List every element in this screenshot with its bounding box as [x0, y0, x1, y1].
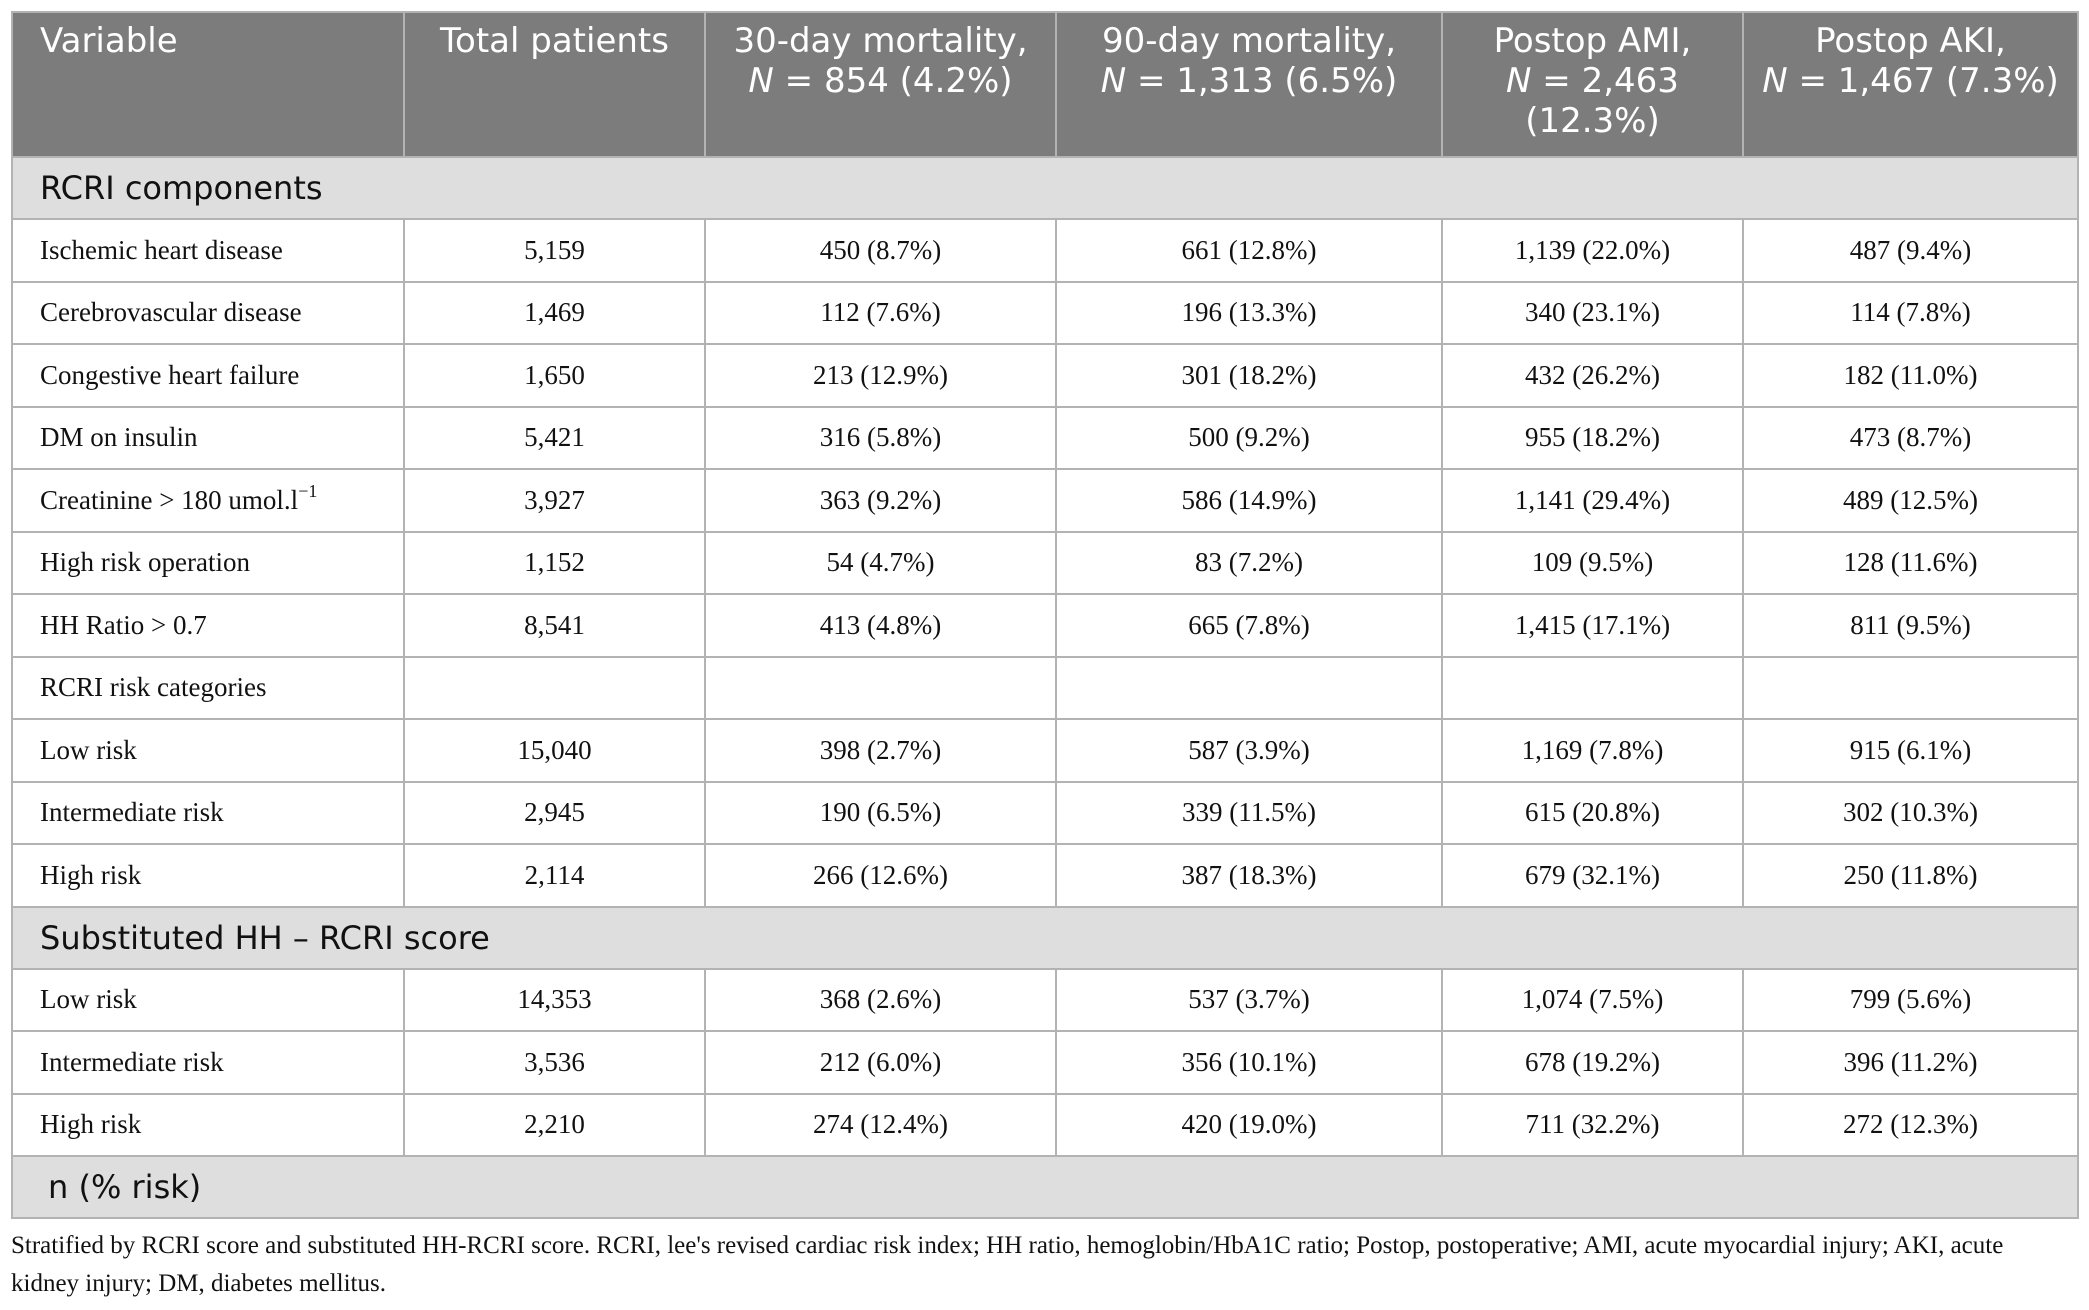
header-total-patients: Total patients — [404, 12, 705, 157]
table-cell — [1743, 657, 2078, 720]
unit-superscript: −1 — [298, 480, 318, 501]
table-row — [12, 282, 2078, 345]
header-postop-ami: Postop AMI, N = 2,463 (12.3%) — [1442, 12, 1743, 157]
table-cell: 274 (12.4%) — [705, 1094, 1056, 1157]
table-cell: 54 (4.7%) — [705, 532, 1056, 595]
table-cell: 489 (12.5%) — [1743, 469, 2078, 532]
table-cell — [705, 657, 1056, 720]
row-label: HH Ratio > 0.7 — [12, 594, 404, 657]
table-cell: 339 (11.5%) — [1056, 782, 1442, 845]
table-cell: 955 (18.2%) — [1442, 407, 1743, 470]
table-cell: 665 (7.8%) — [1056, 594, 1442, 657]
table-cell: 398 (2.7%) — [705, 719, 1056, 782]
table-row — [12, 719, 2078, 782]
section-header-rcri-components: RCRI components — [12, 157, 2078, 219]
table-row — [12, 1094, 2078, 1157]
table-cell: 1,141 (29.4%) — [1442, 469, 1743, 532]
table-cell: 356 (10.1%) — [1056, 1031, 1442, 1094]
table-row — [12, 469, 2078, 532]
table-cell: 2,210 — [404, 1094, 705, 1157]
table-cell: 14,353 — [404, 969, 705, 1032]
table-cell: 363 (9.2%) — [705, 469, 1056, 532]
row-label: High risk operation — [12, 532, 404, 595]
header-90-day-mortality: 90-day mortality, N = 1,313 (6.5%) — [1056, 12, 1442, 157]
table-cell: 432 (26.2%) — [1442, 344, 1743, 407]
table-cell: 915 (6.1%) — [1743, 719, 2078, 782]
table-caption: Stratified by RCRI score and substituted HH-RCRI score. RCRI, lee's revised cardiac risk index; HH ratio, hemoglobin/HbA1C ratio; Postop, postoperative; AMI, acute myocardial injury; AKI, acute kidney injury; DM, diabetes mellitus. — [11, 1232, 2004, 1297]
table-cell: 811 (9.5%) — [1743, 594, 2078, 657]
table-cell: 5,159 — [404, 219, 705, 282]
table-cell: 799 (5.6%) — [1743, 969, 2078, 1032]
results-table — [11, 11, 2079, 1219]
table-cell: 1,650 — [404, 344, 705, 407]
row-label: High risk — [12, 844, 404, 907]
header-30-day-mortality: 30-day mortality, N = 854 (4.2%) — [705, 12, 1056, 157]
table-cell — [1056, 657, 1442, 720]
section-header-substituted-hh-rcri: Substituted HH – RCRI score — [12, 907, 2078, 969]
table-cell: 450 (8.7%) — [705, 219, 1056, 282]
table-row — [12, 407, 2078, 470]
table-row — [12, 532, 2078, 595]
table-row — [12, 844, 2078, 907]
table-cell: 266 (12.6%) — [705, 844, 1056, 907]
table-footer-note: n (% risk) — [12, 1156, 2078, 1218]
table-cell: 15,040 — [404, 719, 705, 782]
table-cell: 500 (9.2%) — [1056, 407, 1442, 470]
table-cell: 368 (2.6%) — [705, 969, 1056, 1032]
table-cell: 1,469 — [404, 282, 705, 345]
row-label: Intermediate risk — [12, 782, 404, 845]
table-cell: 396 (11.2%) — [1743, 1031, 2078, 1094]
table-cell: 1,074 (7.5%) — [1442, 969, 1743, 1032]
header-row — [12, 12, 2078, 157]
table-row — [12, 657, 2078, 720]
table-cell — [404, 657, 705, 720]
table-cell: 2,114 — [404, 844, 705, 907]
table-row — [12, 969, 2078, 1032]
row-label: Low risk — [12, 969, 404, 1032]
table-row — [12, 782, 2078, 845]
table-row — [12, 594, 2078, 657]
table-container — [11, 11, 2077, 1219]
table-cell: 586 (14.9%) — [1056, 469, 1442, 532]
table-cell: 316 (5.8%) — [705, 407, 1056, 470]
table-cell: 537 (3.7%) — [1056, 969, 1442, 1032]
header-postop-aki: Postop AKI, N = 1,467 (7.3%) — [1743, 12, 2078, 157]
row-label: Cerebrovascular disease — [12, 282, 404, 345]
row-label: DM on insulin — [12, 407, 404, 470]
table-cell — [1442, 657, 1743, 720]
table-cell: 413 (4.8%) — [705, 594, 1056, 657]
table-cell: 711 (32.2%) — [1442, 1094, 1743, 1157]
table-cell: 196 (13.3%) — [1056, 282, 1442, 345]
table-cell: 302 (10.3%) — [1743, 782, 2078, 845]
table-cell: 212 (6.0%) — [705, 1031, 1056, 1094]
table-cell: 190 (6.5%) — [705, 782, 1056, 845]
table-cell: 1,139 (22.0%) — [1442, 219, 1743, 282]
table-cell: 250 (11.8%) — [1743, 844, 2078, 907]
row-label: High risk — [12, 1094, 404, 1157]
row-label: Ischemic heart disease — [12, 219, 404, 282]
row-label: Low risk — [12, 719, 404, 782]
table-cell: 3,536 — [404, 1031, 705, 1094]
row-label: Congestive heart failure — [12, 344, 404, 407]
table-cell: 272 (12.3%) — [1743, 1094, 2078, 1157]
table-cell: 587 (3.9%) — [1056, 719, 1442, 782]
table-cell: 2,945 — [404, 782, 705, 845]
table-cell: 420 (19.0%) — [1056, 1094, 1442, 1157]
table-cell: 5,421 — [404, 407, 705, 470]
table-cell: 114 (7.8%) — [1743, 282, 2078, 345]
table-cell: 487 (9.4%) — [1743, 219, 2078, 282]
table-cell: 213 (12.9%) — [705, 344, 1056, 407]
table-cell: 3,927 — [404, 469, 705, 532]
table-cell: 340 (23.1%) — [1442, 282, 1743, 345]
row-label: Creatinine > 180 $umol.l^{-1}$ — [12, 469, 404, 532]
table-cell: 661 (12.8%) — [1056, 219, 1442, 282]
table-cell: 1,152 — [404, 532, 705, 595]
table-cell: 678 (19.2%) — [1442, 1031, 1743, 1094]
table-cell: 679 (32.1%) — [1442, 844, 1743, 907]
table-row — [12, 1031, 2078, 1094]
table-cell: 473 (8.7%) — [1743, 407, 2078, 470]
table-cell: 1,415 (17.1%) — [1442, 594, 1743, 657]
table-cell: 1,169 (7.8%) — [1442, 719, 1743, 782]
table-cell: 8,541 — [404, 594, 705, 657]
table-cell: 83 (7.2%) — [1056, 532, 1442, 595]
table-footer-row — [12, 1156, 2078, 1218]
table-cell: 112 (7.6%) — [705, 282, 1056, 345]
row-label: Intermediate risk — [12, 1031, 404, 1094]
header-variable: Variable — [12, 12, 404, 157]
table-cell: 109 (9.5%) — [1442, 532, 1743, 595]
table-row — [12, 344, 2078, 407]
table-cell: 301 (18.2%) — [1056, 344, 1442, 407]
table-cell: 128 (11.6%) — [1743, 532, 2078, 595]
table-cell: 182 (11.0%) — [1743, 344, 2078, 407]
row-label: RCRI risk categories — [12, 657, 404, 720]
table-cell: 615 (20.8%) — [1442, 782, 1743, 845]
table-row — [12, 219, 2078, 282]
table-cell: 387 (18.3%) — [1056, 844, 1442, 907]
